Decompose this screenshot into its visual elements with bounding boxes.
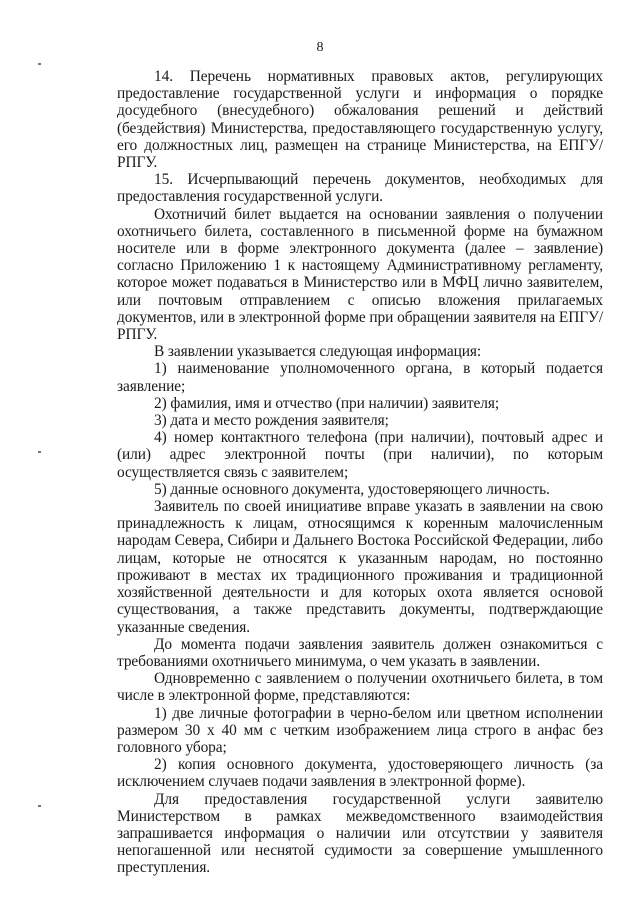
paragraph-indigenous: Заявитель по своей инициативе вправе указать в заявлении на свою принадлежность к лицам, относящимся к коренным малочисленным народам Севера, Сибири и Дальнего Востока Российской Федерации, либо лицам, которые не относятся к указанным народам, но постоянно проживают в местах их традиционного проживания и традиционной хозяйственной деятельности и для которых охота является основой существования, а также представить документы, подтверждающие указанные сведения. <box>117 498 603 636</box>
scan-mark <box>38 63 41 65</box>
list-item-3: 3) дата и место рождения заявителя; <box>154 412 389 430</box>
list-item-1: 1) наименование уполномоченного органа, в который подается заявление; <box>117 360 603 395</box>
paragraph-14-legal-acts: 14. Перечень нормативных правовых актов, регулирующих предоставление государственной услуги и информация о порядке досудебного (внесудебного) обжалования решений и действий (бездействия) Министерства, предоставляющего государственную услугу, его должностных лиц, размещен на странице Министерства, на ЕПГУ/РПГУ. <box>117 68 603 172</box>
paragraph-submitted-docs: Одновременно с заявлением о получении охотничьего билета, в том числе в электронной форме, представляются: <box>117 670 603 705</box>
scan-mark <box>38 805 41 807</box>
document-body <box>117 68 603 877</box>
paragraph-application-info: В заявлении указывается следующая информация: <box>154 343 481 361</box>
page-number: 8 <box>316 40 324 55</box>
list-item-photos: 1) две личные фотографии в черно-белом или цветном исполнении размером 30 x 40 мм с четким изображением лица строго в анфас без головного убора; <box>117 704 603 756</box>
paragraph-hunting-minimum: До момента подачи заявления заявитель должен ознакомиться с требованиями охотничьего минимума, о чем указать в заявлении. <box>117 635 603 670</box>
list-item-2: 2) фамилия, имя и отчество (при наличии) заявителя; <box>154 394 499 412</box>
list-item-5: 5) данные основного документа, удостоверяющего личность. <box>154 480 550 498</box>
paragraph-interagency: Для предоставления государственной услуги заявителю Министерством в рамках межведомственного взаимодействия запрашивается информация о наличии или отсутствии у заявителя непогашенной или неснятой судимости за совершение умышленного преступления. <box>117 790 603 877</box>
paragraph-15-documents-list: 15. Исчерпывающий перечень документов, необходимых для предоставления государственной услуги. <box>117 171 603 206</box>
list-item-4: 4) номер контактного телефона (при наличии), почтовый адрес и (или) адрес электронной почты (при наличии), по которым осуществляется связь с заявителем; <box>117 429 603 481</box>
paragraph-hunting-ticket: Охотничий билет выдается на основании заявления о получении охотничьего билета, составленного в письменной форме на бумажном носителе или в форме электронного документа (далее – заявление) согласно Приложению 1 к настоящему Административному регламенту, которое может подаваться в Министерство или в МФЦ лично заявителем, или почтовым отправлением с описью вложения прилагаемых документов, или в электронной форме при обращении заявителя на ЕПГУ/РПГУ. <box>117 205 603 344</box>
list-item-id-copy: 2) копия основного документа, удостоверяющего личность (за исключением случаев подачи заявления в электронной форме). <box>117 756 603 791</box>
scan-mark <box>38 451 41 453</box>
